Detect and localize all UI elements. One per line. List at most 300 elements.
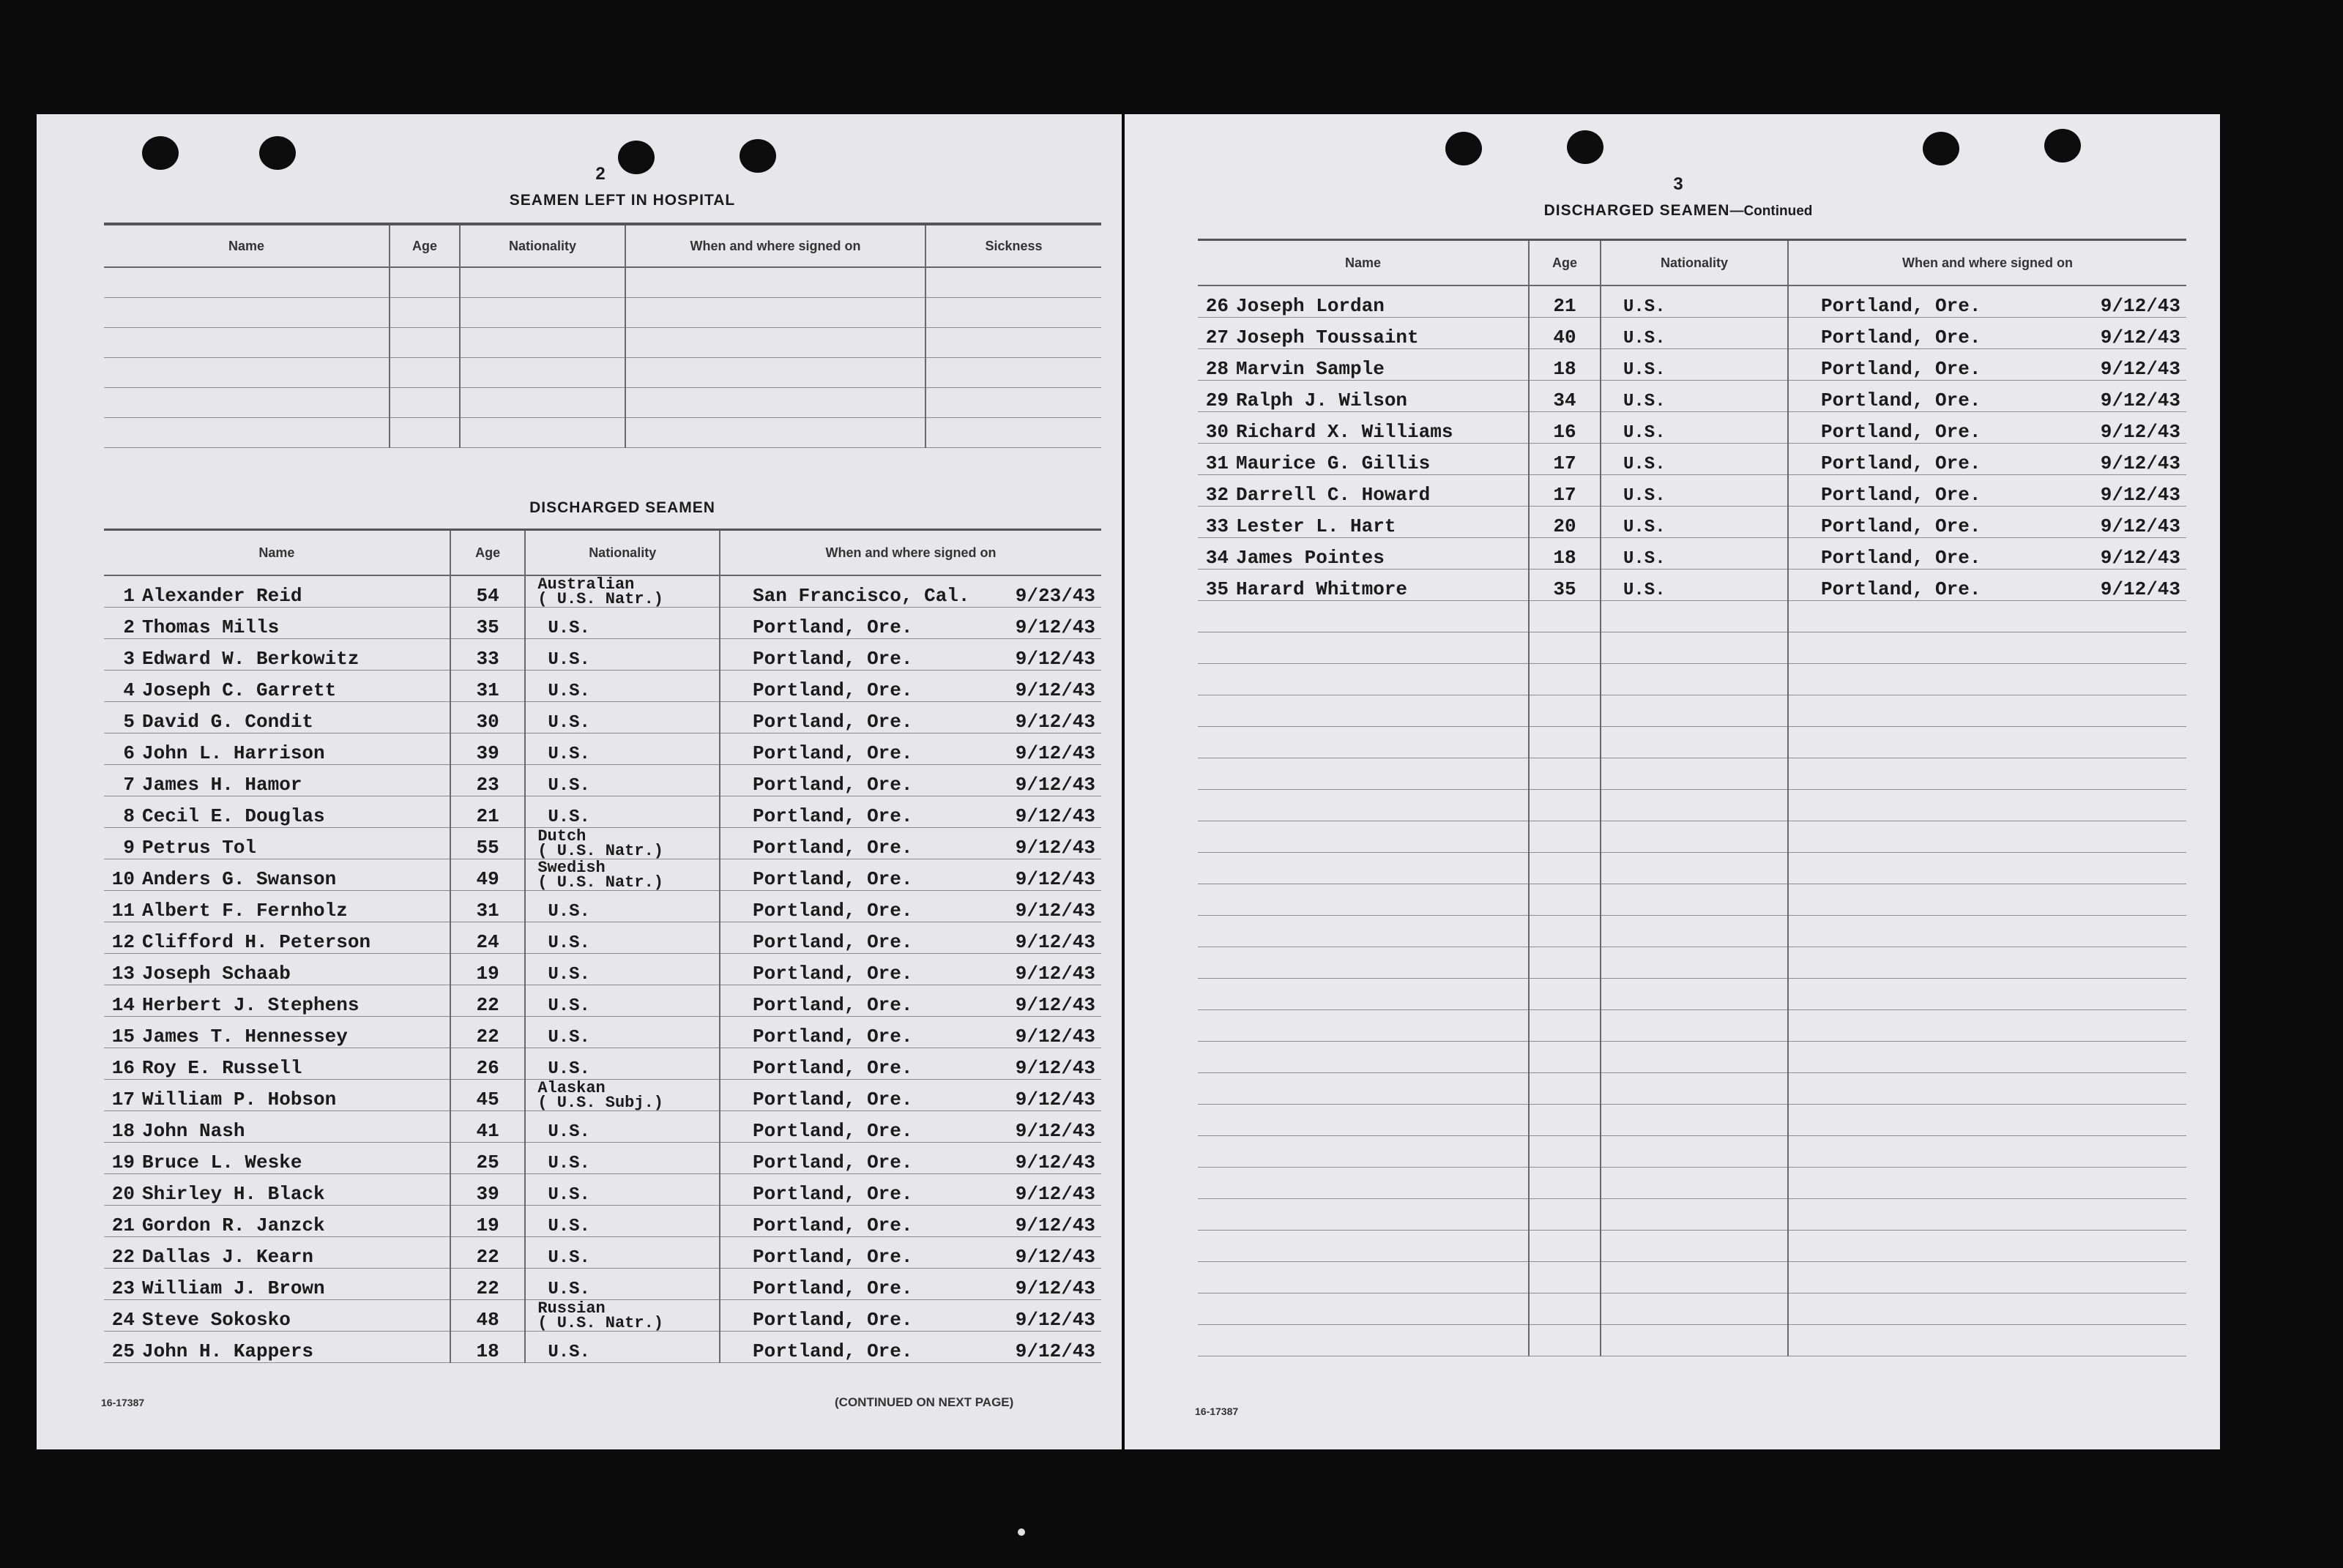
empty-cell (1529, 947, 1601, 979)
nationality: Australian (537, 575, 635, 594)
nationality: Swedish (537, 859, 606, 877)
nationality: U.S. (548, 933, 590, 953)
signed-on-place: Portland, Ore. (753, 1277, 913, 1299)
age-cell: 17 (1529, 475, 1601, 507)
title-suffix: —Continued (1729, 204, 1813, 219)
empty-cell (1198, 601, 1529, 632)
empty-cell (1529, 916, 1601, 947)
empty-cell (925, 298, 1101, 328)
signed-on (723, 1057, 1098, 1079)
empty-cell (1529, 1325, 1601, 1356)
empty-cell (1529, 821, 1601, 853)
signed-on-date: 9/12/43 (1015, 931, 1095, 953)
name-cell (104, 954, 450, 985)
discharged-section-title: DISCHARGED SEAMEN (529, 499, 715, 516)
col-signed-on-header: When and where signed on (720, 530, 1101, 576)
signed-on-date: 9/12/43 (1015, 616, 1095, 638)
signed-on-place: Portland, Ore. (753, 1214, 913, 1236)
nationality-cell (525, 608, 720, 639)
nationality: U.S. (548, 744, 590, 764)
name-cell (104, 859, 450, 891)
table-row (1198, 758, 2186, 790)
empty-cell (1788, 947, 2186, 979)
empty-cell (390, 418, 460, 448)
empty-cell (1198, 758, 1529, 790)
signed-on-date: 9/12/43 (2100, 421, 2180, 443)
signed-on-cell (1788, 475, 2186, 507)
signed-on-place: Portland, Ore. (1821, 358, 1981, 380)
signed-on-place: Portland, Ore. (753, 1120, 913, 1142)
nationality: Alaskan (537, 1079, 606, 1097)
nationality-cell: U.S. (1601, 570, 1788, 601)
signed-on (723, 963, 1098, 985)
empty-cell (104, 267, 390, 298)
nationality: U.S. (548, 682, 590, 701)
age-cell: 19 (450, 1206, 526, 1237)
signed-on-place: Portland, Ore. (753, 868, 913, 890)
table-row (104, 891, 1101, 922)
seaman-name: Herbert J. Stephens (142, 994, 360, 1016)
table-row (104, 1111, 1101, 1143)
seaman-name: Thomas Mills (142, 616, 280, 638)
nationality-cell (525, 922, 720, 954)
nationality: U.S. (548, 1280, 590, 1299)
table-row (1198, 632, 2186, 664)
empty-cell (1529, 1168, 1601, 1199)
table-row (1198, 821, 2186, 853)
signed-on-date: 9/12/43 (1015, 1277, 1095, 1299)
title-text: DISCHARGED SEAMEN (1543, 202, 1730, 219)
empty-cell (1788, 821, 2186, 853)
nationality: U.S. (548, 1343, 590, 1362)
empty-cell (1788, 1199, 2186, 1231)
signed-on-place: Portland, Ore. (753, 774, 913, 796)
signed-on-place: Portland, Ore. (1821, 389, 1981, 411)
name-cell (1198, 475, 1529, 507)
empty-cell (1198, 664, 1529, 695)
seaman-name: Clifford H. Peterson (142, 931, 371, 953)
empty-cell (1198, 632, 1529, 664)
row-number: 9 (123, 837, 135, 859)
empty-cell (1198, 1325, 1529, 1356)
signed-on-date: 9/12/43 (1015, 1309, 1095, 1331)
name-cell (104, 1300, 450, 1332)
name-cell (104, 1143, 450, 1174)
signed-on-date: 9/12/43 (1015, 868, 1095, 890)
punch-hole (740, 139, 776, 173)
signed-on-date: 9/12/43 (1015, 1057, 1095, 1079)
age-cell: 24 (450, 922, 526, 954)
row-number: 33 (1205, 515, 1229, 537)
nationality-cell (525, 765, 720, 796)
age-cell: 16 (1529, 412, 1601, 444)
nationality-cell: U.S. (1601, 444, 1788, 475)
row-number: 8 (123, 805, 135, 827)
nationality-cell: U.S. (1601, 318, 1788, 349)
empty-cell (104, 388, 390, 418)
empty-cell (1601, 1199, 1788, 1231)
table-row (1198, 884, 2186, 916)
seaman-name: Dallas J. Kearn (142, 1246, 314, 1268)
empty-cell (1529, 1073, 1601, 1105)
seaman-name: Roy E. Russell (142, 1057, 302, 1079)
empty-cell (625, 267, 925, 298)
empty-cell (460, 418, 625, 448)
empty-cell (625, 358, 925, 388)
signed-on-cell (720, 891, 1101, 922)
name-cell (104, 702, 450, 733)
seaman-name: Joseph Toussaint (1236, 326, 1419, 348)
signed-on-cell (720, 639, 1101, 671)
seaman-name: Cecil E. Douglas (142, 805, 325, 827)
signed-on (723, 805, 1098, 827)
signed-on-cell (720, 1111, 1101, 1143)
empty-cell (1788, 1293, 2186, 1325)
table-row (1198, 1136, 2186, 1168)
signed-on-cell (720, 765, 1101, 796)
signed-on (723, 1309, 1098, 1331)
row-number: 32 (1205, 484, 1229, 506)
row-number: 20 (111, 1183, 135, 1205)
right-page (1125, 114, 2220, 1449)
age-cell: 22 (450, 985, 526, 1017)
signed-on-cell (720, 1300, 1101, 1332)
empty-cell (460, 388, 625, 418)
signed-on-date: 9/12/43 (1015, 1120, 1095, 1142)
row-number: 16 (111, 1057, 135, 1079)
seaman-name: John H. Kappers (142, 1340, 314, 1362)
table-row (104, 1080, 1101, 1111)
empty-cell (1788, 664, 2186, 695)
nationality: U.S. (548, 1185, 590, 1205)
seaman-name: Gordon R. Janzck (142, 1214, 325, 1236)
table-row (104, 922, 1101, 954)
age-cell: 25 (450, 1143, 526, 1174)
empty-cell (925, 358, 1101, 388)
signed-on (723, 1089, 1098, 1110)
signed-on-place: Portland, Ore. (753, 742, 913, 764)
signed-on-place: Portland, Ore. (753, 679, 913, 701)
dust-speck (1018, 1528, 1025, 1536)
table-row (1198, 790, 2186, 821)
signed-on (723, 1120, 1098, 1142)
seaman-name: Bruce L. Weske (142, 1151, 302, 1173)
empty-cell (1788, 695, 2186, 727)
nationality-cell (525, 733, 720, 765)
continued-note: (CONTINUED ON NEXT PAGE) (835, 1395, 1014, 1409)
empty-cell (1198, 1073, 1529, 1105)
table-row (1198, 1105, 2186, 1136)
signed-on (1792, 326, 2183, 348)
signed-on-date: 9/12/43 (1015, 994, 1095, 1016)
nationality: U.S. (548, 713, 590, 733)
signed-on-place: Portland, Ore. (1821, 421, 1981, 443)
empty-cell (1529, 1136, 1601, 1168)
table-row (104, 1269, 1101, 1300)
empty-cell (1198, 853, 1529, 884)
nationality: U.S. (548, 1217, 590, 1236)
empty-cell (1788, 1168, 2186, 1199)
nationality-note: ( U.S. Natr.) (537, 590, 663, 608)
table-row (104, 1143, 1101, 1174)
table-row (1198, 444, 2186, 475)
table-row (104, 954, 1101, 985)
row-number: 25 (111, 1340, 135, 1362)
signed-on-date: 9/12/43 (2100, 452, 2180, 474)
signed-on (1792, 547, 2183, 569)
signed-on-cell (720, 608, 1101, 639)
table-row (1198, 1199, 2186, 1231)
signed-on-cell (1788, 570, 2186, 601)
table-row (1198, 1168, 2186, 1199)
table-row (104, 796, 1101, 828)
signed-on-place: Portland, Ore. (753, 963, 913, 985)
signed-on (1792, 484, 2183, 506)
empty-cell (1601, 979, 1788, 1010)
nationality-cell: U.S. (1601, 349, 1788, 381)
signed-on (723, 1151, 1098, 1173)
seaman-name: Maurice G. Gillis (1236, 452, 1431, 474)
empty-cell (1198, 1105, 1529, 1136)
empty-cell (1601, 916, 1788, 947)
signed-on (1792, 578, 2183, 600)
row-number: 27 (1205, 326, 1229, 348)
nationality-cell: U.S. (1601, 507, 1788, 538)
signed-on (723, 679, 1098, 701)
row-number: 7 (123, 774, 135, 796)
age-cell: 39 (450, 733, 526, 765)
empty-cell (390, 328, 460, 358)
col-age-header: Age (450, 530, 526, 576)
nationality-cell (525, 575, 720, 608)
signed-on-date: 9/12/43 (1015, 963, 1095, 985)
age-cell: 34 (1529, 381, 1601, 412)
age-cell: 35 (450, 608, 526, 639)
empty-cell (1198, 1136, 1529, 1168)
name-cell (104, 1269, 450, 1300)
signed-on-date: 9/12/43 (1015, 648, 1095, 670)
row-number: 23 (111, 1277, 135, 1299)
signed-on-date: 9/12/43 (1015, 679, 1095, 701)
form-number: 16-17387 (1195, 1405, 1239, 1417)
row-number: 15 (111, 1026, 135, 1048)
nationality: U.S. (548, 902, 590, 922)
table-row (104, 608, 1101, 639)
nationality: Russian (537, 1299, 606, 1318)
signed-on-cell (720, 1332, 1101, 1363)
row-number: 14 (111, 994, 135, 1016)
empty-cell (1529, 1262, 1601, 1293)
nationality: Dutch (537, 827, 586, 845)
table-row (1198, 1262, 2186, 1293)
signed-on (723, 868, 1098, 890)
name-cell (104, 1017, 450, 1048)
empty-cell (1788, 1010, 2186, 1042)
table-row (104, 1206, 1101, 1237)
empty-cell (1198, 1010, 1529, 1042)
signed-on-place: Portland, Ore. (753, 900, 913, 922)
table-row (1198, 538, 2186, 570)
name-cell (104, 765, 450, 796)
name-cell (104, 671, 450, 702)
empty-cell (1601, 947, 1788, 979)
empty-cell (1198, 1231, 1529, 1262)
empty-cell (1788, 790, 2186, 821)
signed-on (723, 931, 1098, 953)
signed-on (723, 994, 1098, 1016)
table-row (104, 859, 1101, 891)
signed-on-place: Portland, Ore. (753, 1089, 913, 1110)
punch-hole (1445, 132, 1482, 165)
table-row (1198, 1325, 2186, 1356)
nationality-note: ( U.S. Subj.) (537, 1094, 663, 1111)
signed-on-place: Portland, Ore. (753, 1183, 913, 1205)
nationality: U.S. (548, 1059, 590, 1079)
signed-on-cell (1788, 349, 2186, 381)
name-cell (104, 639, 450, 671)
name-cell (1198, 381, 1529, 412)
empty-cell (1529, 601, 1601, 632)
age-cell: 40 (1529, 318, 1601, 349)
seaman-name: John Nash (142, 1120, 245, 1142)
signed-on-date: 9/12/43 (1015, 1151, 1095, 1173)
empty-cell (1788, 979, 2186, 1010)
signed-on-place: Portland, Ore. (1821, 484, 1981, 506)
empty-cell (1601, 632, 1788, 664)
seaman-name: Ralph J. Wilson (1236, 389, 1408, 411)
table-row (1198, 727, 2186, 758)
signed-on (1792, 389, 2183, 411)
table-row (104, 1174, 1101, 1206)
signed-on-cell (1788, 538, 2186, 570)
row-number: 2 (123, 616, 135, 638)
nationality-cell (525, 1332, 720, 1363)
seaman-name: Anders G. Swanson (142, 868, 337, 890)
signed-on-cell (720, 1237, 1101, 1269)
age-cell: 22 (450, 1237, 526, 1269)
empty-cell (1601, 1010, 1788, 1042)
discharged-header-row (104, 530, 1101, 576)
row-number: 29 (1205, 389, 1229, 411)
nationality: U.S. (548, 1028, 590, 1048)
nationality-cell (525, 796, 720, 828)
empty-cell (1529, 727, 1601, 758)
punch-hole (2044, 129, 2081, 163)
empty-cell (1788, 758, 2186, 790)
signed-on-place: Portland, Ore. (753, 1340, 913, 1362)
signed-on-cell (720, 828, 1101, 859)
table-row (1198, 947, 2186, 979)
signed-on (723, 711, 1098, 733)
empty-cell (1198, 727, 1529, 758)
signed-on-date: 9/12/43 (1015, 742, 1095, 764)
age-cell: 26 (450, 1048, 526, 1080)
row-number: 18 (111, 1120, 135, 1142)
signed-on (723, 616, 1098, 638)
empty-cell (104, 358, 390, 388)
empty-cell (625, 298, 925, 328)
seaman-name: James H. Hamor (142, 774, 302, 796)
name-cell (104, 1111, 450, 1143)
empty-cell (1529, 1042, 1601, 1073)
name-cell (104, 575, 450, 608)
signed-on-date: 9/12/43 (2100, 578, 2180, 600)
nationality: U.S. (548, 1154, 590, 1173)
signed-on (723, 1277, 1098, 1299)
empty-cell (1198, 1293, 1529, 1325)
signed-on-place: Portland, Ore. (753, 648, 913, 670)
name-cell (104, 1237, 450, 1269)
seaman-name: Darrell C. Howard (1236, 484, 1431, 506)
col-signed-on-header: When and where signed on (1788, 240, 2186, 286)
name-cell (104, 891, 450, 922)
row-number: 34 (1205, 547, 1229, 569)
signed-on (723, 742, 1098, 764)
empty-cell (1601, 1073, 1788, 1105)
table-row (1198, 1293, 2186, 1325)
empty-cell (1601, 695, 1788, 727)
empty-cell (925, 418, 1101, 448)
signed-on-cell (720, 733, 1101, 765)
table-row (104, 985, 1101, 1017)
table-row (1198, 381, 2186, 412)
signed-on-place: Portland, Ore. (753, 1246, 913, 1268)
signed-on-cell (720, 1174, 1101, 1206)
signed-on (723, 837, 1098, 859)
table-row (104, 388, 1101, 418)
col-nationality-header: Nationality (460, 224, 625, 267)
signed-on-date: 9/12/43 (1015, 774, 1095, 796)
age-cell: 18 (1529, 349, 1601, 381)
age-cell: 18 (450, 1332, 526, 1363)
empty-cell (625, 388, 925, 418)
empty-cell (1198, 979, 1529, 1010)
seaman-name: Harard Whitmore (1236, 578, 1408, 600)
punch-hole (259, 136, 296, 170)
signed-on-place: Portland, Ore. (753, 994, 913, 1016)
signed-on-cell (720, 1143, 1101, 1174)
age-cell: 22 (450, 1017, 526, 1048)
age-cell: 35 (1529, 570, 1601, 601)
empty-cell (1788, 1105, 2186, 1136)
discharged-continued-table (1198, 239, 2186, 1356)
nationality-cell (525, 891, 720, 922)
signed-on (1792, 295, 2183, 317)
signed-on-place: San Francisco, Cal. (753, 585, 970, 607)
seaman-name: James T. Hennessey (142, 1026, 348, 1048)
age-cell: 30 (450, 702, 526, 733)
row-number: 24 (111, 1309, 135, 1331)
signed-on (723, 1183, 1098, 1205)
seaman-name: Shirley H. Black (142, 1183, 325, 1205)
table-row (104, 765, 1101, 796)
signed-on-date: 9/12/43 (1015, 1340, 1095, 1362)
age-cell: 31 (450, 891, 526, 922)
nationality-cell (525, 1300, 720, 1332)
empty-cell (1529, 853, 1601, 884)
table-row (104, 328, 1101, 358)
col-name-header: Name (104, 530, 450, 576)
signed-on-cell (720, 671, 1101, 702)
empty-cell (104, 328, 390, 358)
col-nationality-header: Nationality (1601, 240, 1788, 286)
name-cell (1198, 349, 1529, 381)
empty-cell (1198, 1262, 1529, 1293)
empty-cell (1601, 884, 1788, 916)
signed-on-date: 9/23/43 (1015, 585, 1095, 607)
seaman-name: Joseph C. Garrett (142, 679, 337, 701)
nationality-cell (525, 1174, 720, 1206)
